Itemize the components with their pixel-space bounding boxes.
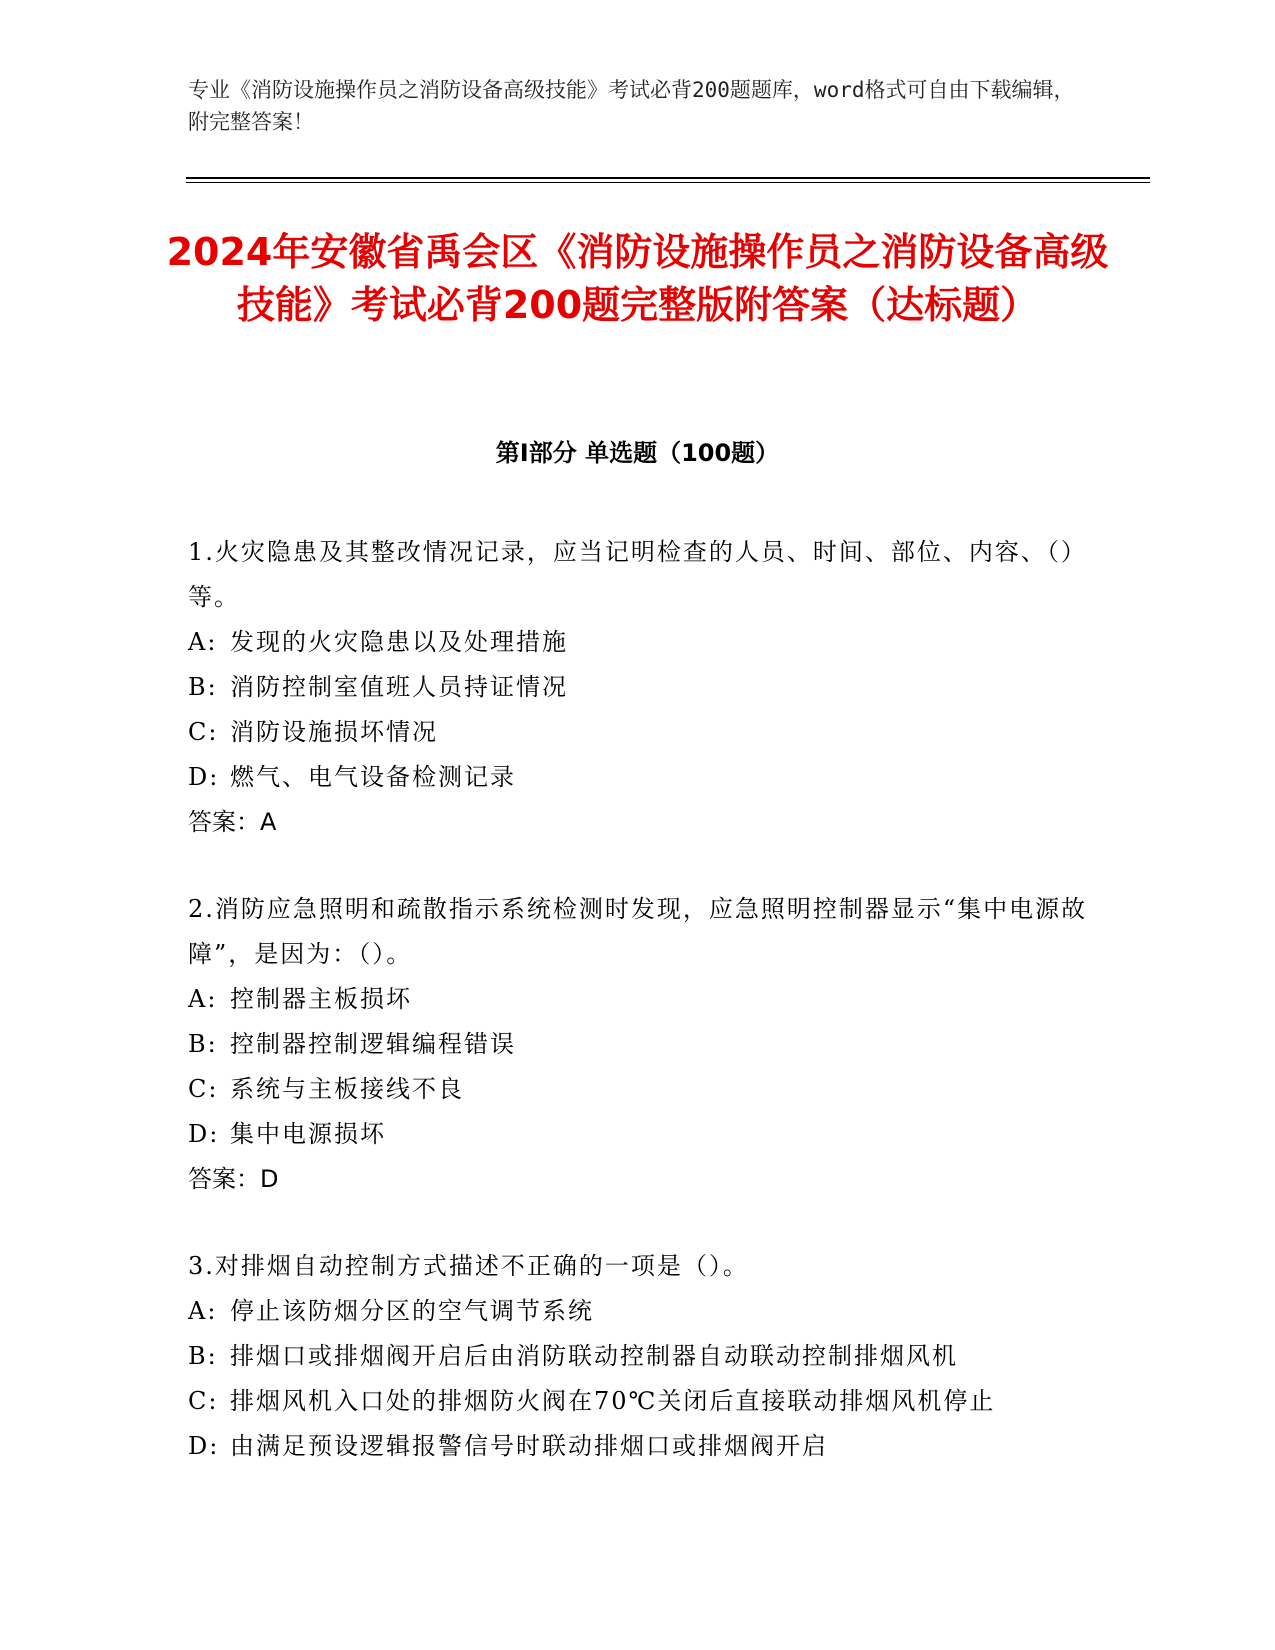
option-d <box>188 1112 1088 1157</box>
option-text: 消防控制室值班人员持证情况 <box>230 673 568 701</box>
option-text: 燃气、电气设备检测记录 <box>230 763 516 791</box>
option-text: 控制器控制逻辑编程错误 <box>230 1030 516 1058</box>
option-text: 排烟口或排烟阀开启后由消防联动控制器自动联动控制排烟风机 <box>230 1342 958 1370</box>
option-text: 停止该防烟分区的空气调节系统 <box>230 1297 594 1325</box>
option-key: D: <box>188 1432 220 1460</box>
option-text: 排烟风机入口处的排烟防火阀在70℃关闭后直接联动排烟风机停止 <box>230 1387 996 1415</box>
option-key: A: <box>188 985 218 1013</box>
option-key: B: <box>188 1342 218 1370</box>
option-b <box>188 1022 1088 1067</box>
option-text: 由满足预设逻辑报警信号时联动排烟口或排烟阀开启 <box>230 1432 828 1460</box>
option-b <box>188 665 1088 710</box>
option-key: B: <box>188 673 218 701</box>
header-note: 专业《消防设施操作员之消防设备高级技能》考试必背200题题库，word格式可自由下载编辑，附完整答案！ <box>188 78 1075 134</box>
option-a <box>188 977 1088 1022</box>
option-key: C: <box>188 1075 219 1103</box>
document-title: 2024年安徽省禹会区《消防设施操作员之消防设备高级技能》考试必背200题完整版附答案（达标题） <box>166 230 1109 327</box>
option-c <box>188 1379 1088 1424</box>
question-1 <box>188 530 1088 845</box>
option-d <box>188 1424 1088 1469</box>
option-text: 系统与主板接线不良 <box>230 1075 464 1103</box>
answer-label: 答案： <box>188 808 260 836</box>
option-text: 发现的火灾隐患以及处理措施 <box>230 628 568 656</box>
option-key: D: <box>188 763 220 791</box>
option-c <box>188 710 1088 755</box>
section-title: 第Ⅰ部分 单选题（100题） <box>495 439 780 467</box>
option-key: B: <box>188 1030 218 1058</box>
option-text: 集中电源损坏 <box>230 1120 386 1148</box>
option-text: 控制器主板损坏 <box>230 985 412 1013</box>
option-key: A: <box>188 628 218 656</box>
option-key: C: <box>188 1387 219 1415</box>
answer-label: 答案： <box>188 1165 260 1193</box>
question-list <box>188 530 1088 1511</box>
option-a <box>188 620 1088 665</box>
option-key: A: <box>188 1297 218 1325</box>
option-b <box>188 1334 1088 1379</box>
question-3 <box>188 1244 1088 1469</box>
option-c <box>188 1067 1088 1112</box>
answer-line <box>188 1157 1088 1202</box>
question-stem: 2.消防应急照明和疏散指示系统检测时发现，应急照明控制器显示“集中电源故障”，是因为：（）。 <box>188 895 1088 968</box>
answer-value: A <box>260 808 277 836</box>
option-d <box>188 755 1088 800</box>
question-stem: 1.火灾隐患及其整改情况记录，应当记明检查的人员、时间、部位、内容、（）等。 <box>188 538 1087 611</box>
question-2 <box>188 887 1088 1202</box>
option-key: D: <box>188 1120 220 1148</box>
header-rule-thin <box>186 182 1150 183</box>
option-a <box>188 1289 1088 1334</box>
question-stem: 3.对排烟自动控制方式描述不正确的一项是（）。 <box>188 1252 749 1280</box>
answer-line <box>188 800 1088 845</box>
answer-value: D <box>260 1165 279 1193</box>
header-rule-thick <box>186 177 1150 179</box>
option-text: 消防设施损坏情况 <box>230 718 438 746</box>
option-key: C: <box>188 718 219 746</box>
